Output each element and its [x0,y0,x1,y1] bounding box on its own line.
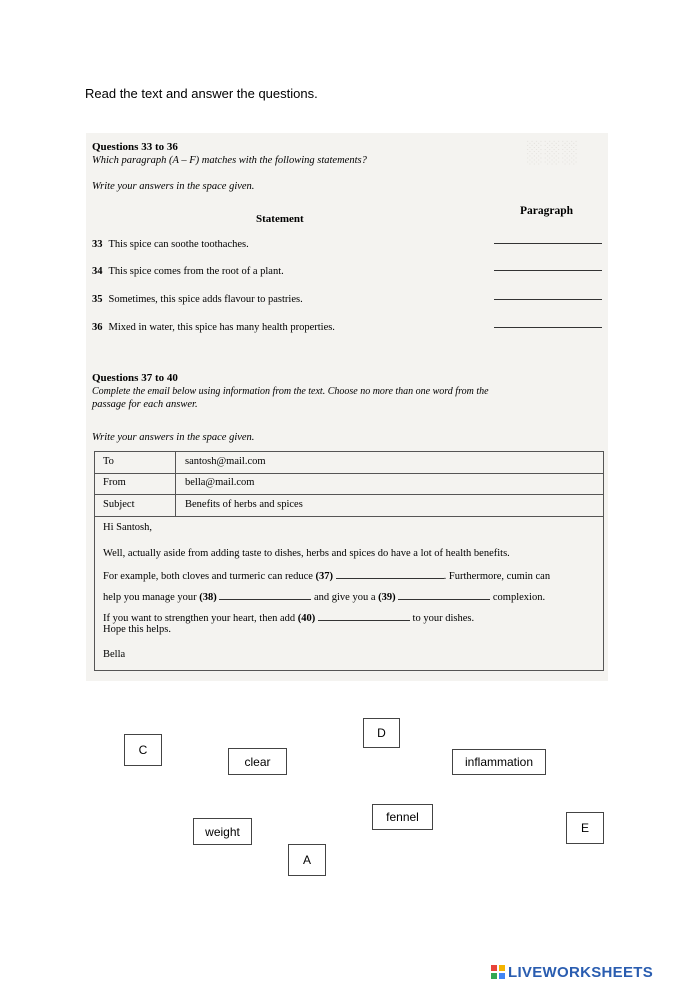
email-line1: Well, actually aside from adding taste to dishes, herbs and spices do have a lot of health benefits. [103,548,510,559]
blank-number-37: (37) [315,571,334,582]
worksheet-scan [86,133,608,681]
questions-33-36-title: Questions 33 to 36 [92,141,178,153]
answer-line-34 [494,270,602,271]
questions-37-40-line1: Complete the email below using information from the text. Choose no more than one word from the [92,386,489,397]
statement-33 [92,239,572,250]
statement-text: Mixed in water, this spice has many health properties. [108,322,335,333]
statement-34 [92,266,572,277]
questions-33-36-line1: Which paragraph (A – F) matches with the following statements? [92,155,367,166]
drag-tile-weight[interactable]: weight [193,818,252,845]
logo-icon [491,965,506,980]
email-line4-start: If you want to strengthen your heart, then add [103,613,296,624]
blank-40 [318,611,410,621]
email-line4-end: to your dishes. [412,613,475,624]
blank-38 [219,590,311,600]
drag-tile-inflammation[interactable]: inflammation [452,749,546,775]
email-form [94,451,604,671]
statement-number: 34 [92,266,103,277]
email-greeting: Hi Santosh, [103,522,153,533]
statement-number: 33 [92,239,103,250]
email-subject-label: Subject [103,499,135,510]
email-line3 [103,590,545,603]
email-line3-mid: and give you a [313,592,376,603]
email-from-value: bella@mail.com [185,477,255,488]
email-from-row [95,473,603,495]
answer-line-35 [494,299,602,300]
email-line3-start: help you manage your [103,592,197,603]
email-subject-value: Benefits of herbs and spices [185,499,303,510]
answer-line-33 [494,243,602,244]
questions-33-36-line2: Write your answers in the space given. [92,181,255,192]
instruction-text: Read the text and answer the questions. [85,86,318,101]
drag-tile-clear[interactable]: clear [228,748,287,775]
email-to-value: santosh@mail.com [185,456,266,467]
email-signoff: Bella [103,649,126,660]
answer-line-36 [494,327,602,328]
statement-text: This spice comes from the root of a plant. [108,266,284,277]
questions-37-40-line2: passage for each answer. [92,399,198,410]
blank-37 [336,569,444,579]
blank-number-38: (38) [199,592,217,603]
drag-tile-c[interactable]: C [124,734,162,766]
blank-number-40: (40) [297,613,316,624]
blank-39 [398,590,490,600]
email-line5: Hope this helps. [103,624,171,635]
email-subject-row [95,495,603,517]
blank-number-39: (39) [378,592,396,603]
questions-37-40-title: Questions 37 to 40 [92,372,178,384]
paragraph-heading: Paragraph [520,205,574,217]
email-line2 [103,569,550,582]
drag-tile-fennel[interactable]: fennel [372,804,433,830]
questions-37-40-line3: Write your answers in the space given. [92,432,255,443]
liveworksheets-logo [491,964,653,981]
email-to-label: To [103,456,114,467]
statement-number: 36 [92,322,103,333]
email-to-row [95,452,603,474]
scan-bleed: ░░░ [526,139,579,164]
statement-text: Sometimes, this spice adds flavour to pastries. [108,294,303,305]
statement-heading: Statement [256,213,304,225]
drag-tile-d[interactable]: D [363,718,400,748]
email-line2-start: For example, both cloves and turmeric can reduce [103,571,313,582]
email-line3-end: complexion. [492,592,546,603]
drag-tile-a[interactable]: A [288,844,326,876]
email-line4 [103,611,474,624]
email-from-label: From [103,477,126,488]
drag-tile-e[interactable]: E [566,812,604,844]
statement-number: 35 [92,294,103,305]
statement-text: This spice can soothe toothaches. [108,239,249,250]
logo-wordmark: LIVEWORKSHEETS [508,964,654,981]
email-line2-end: . Furthermore, cumin can [443,571,551,582]
